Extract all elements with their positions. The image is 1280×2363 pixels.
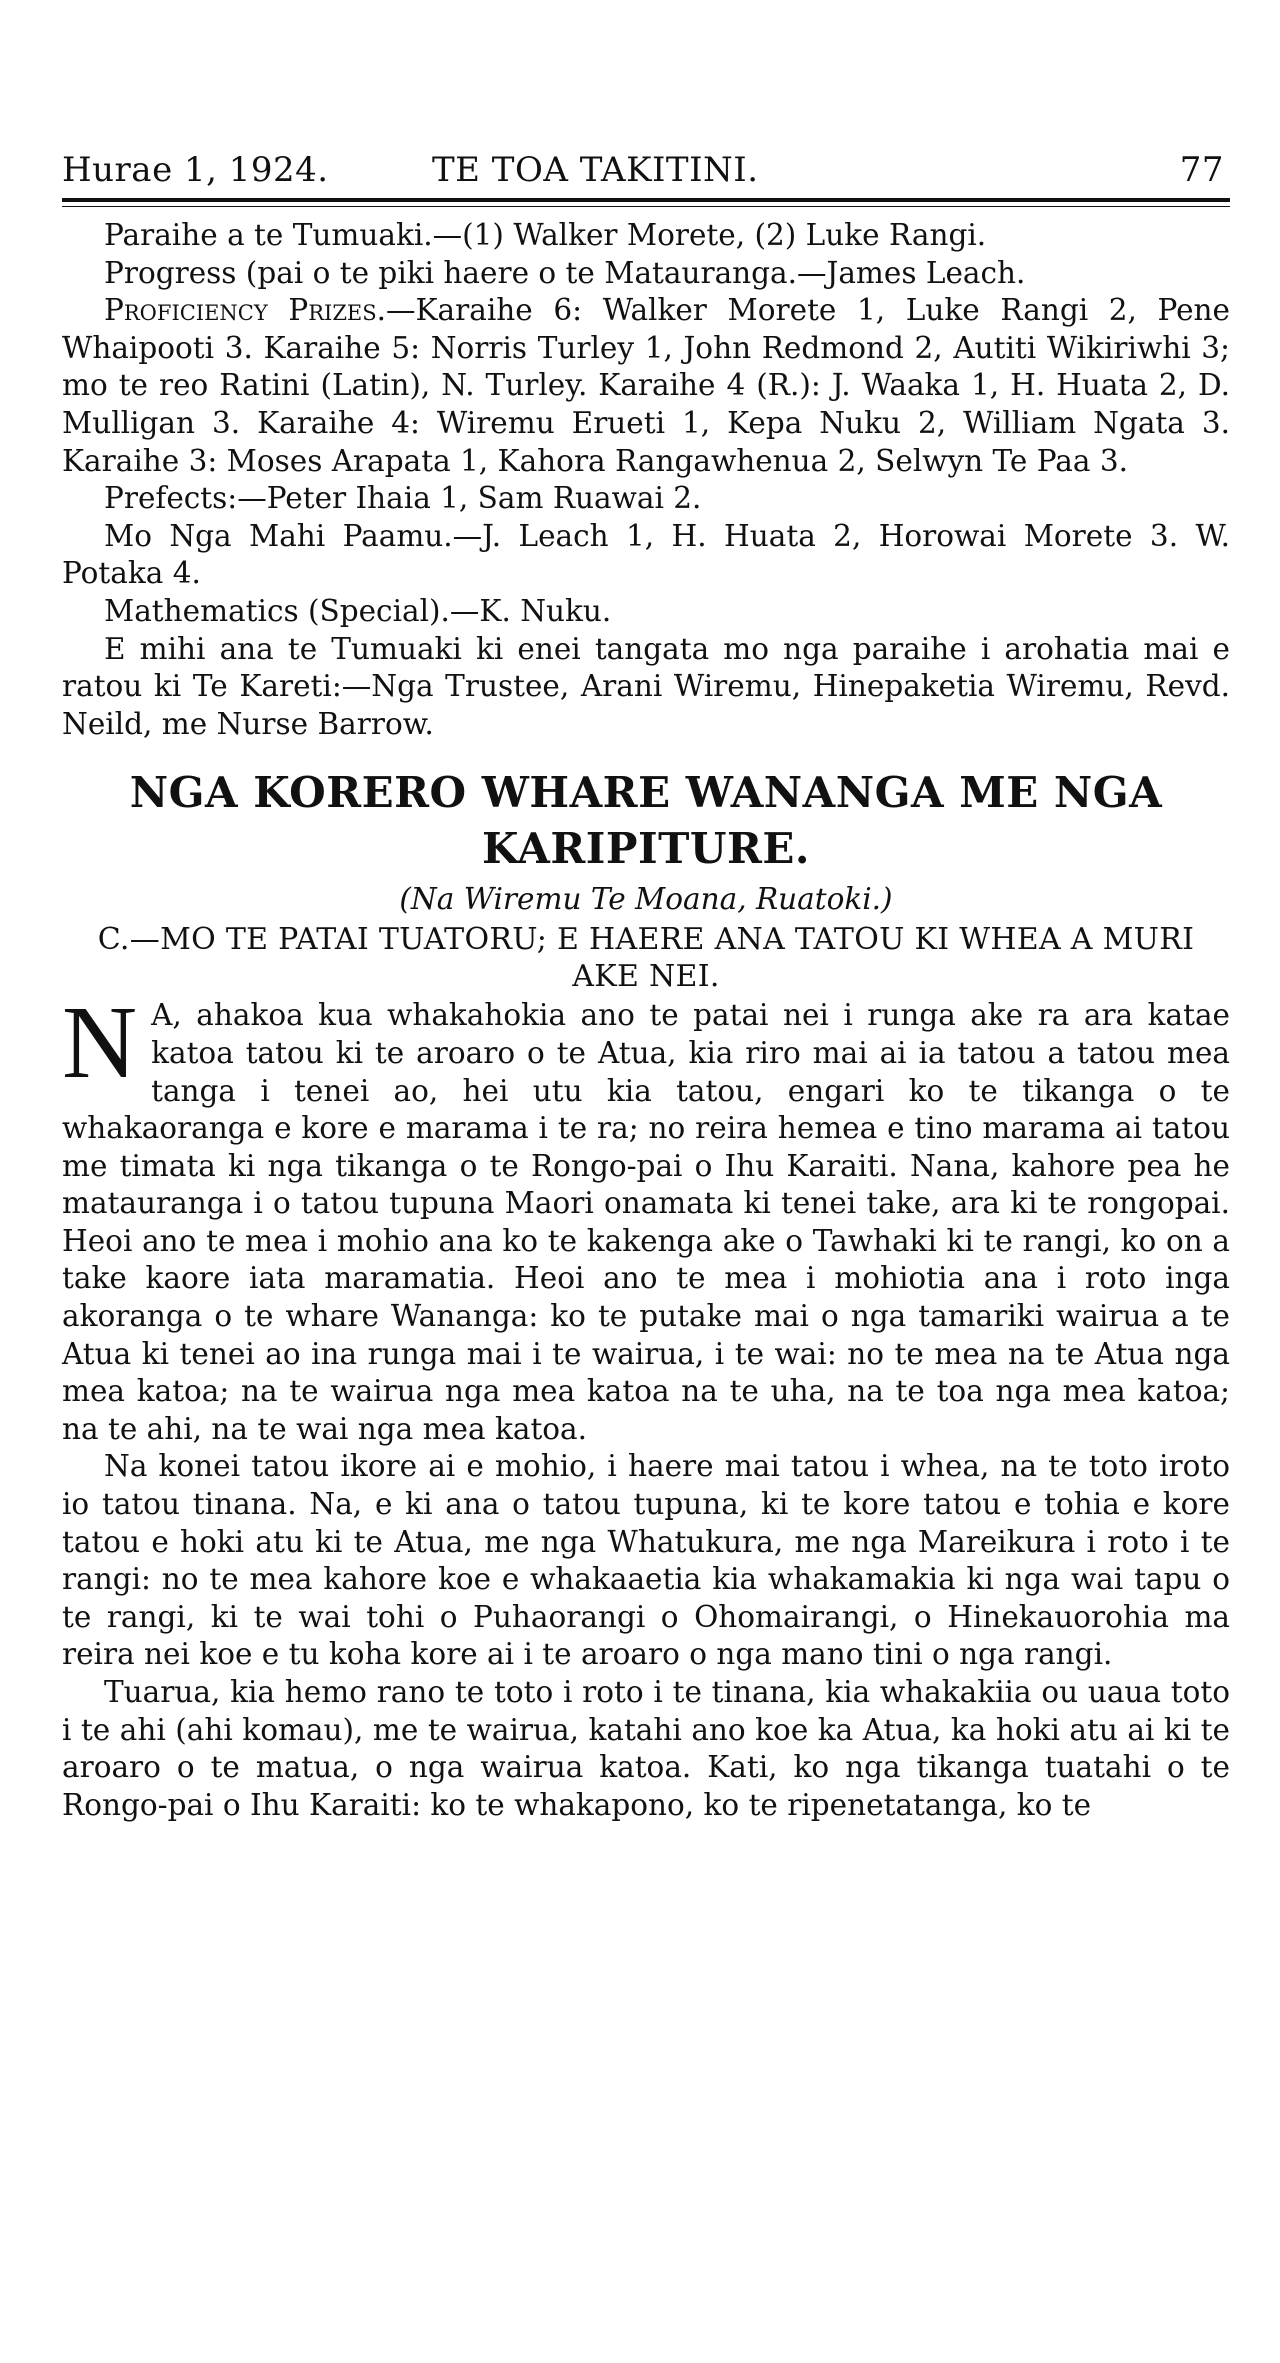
article-subheading: C.—MO TE PATAI TUATORU; E HAERE ANA TATOU KI WHEA A MURI AKE NEI.: [97, 922, 1195, 995]
article-body: [62, 985, 1230, 1824]
farm-work-prizes: Mo Nga Mahi Paamu.—J. Leach 1, H. Huata 2, Horowai Morete 3. W. Potaka 4.: [62, 518, 1230, 591]
thanks-paragraph: E mihi ana te Tumuaki ki enei tangata mo nga paraihe i arohatia mai e ratou ki Te Kareti:—Nga Trustee, Arani Wiremu, Hinepaketia Wiremu, Revd. Neild, me Nurse Barrow.: [62, 631, 1230, 741]
proficiency-text: —Karaihe 6: Walker Morete 1, Luke Rangi 2, Pene Whaipooti 3. Karaihe 5: Norris Turley 1, John Redmond 2, Autiti Wikiriwhi 3; mo te reo Ratini (Latin), N. Turley. Karaihe 4 (R.): J. Waaka 1, H. Huata 2, D. Mulligan 3. Karaihe 4: Wiremu Erueti 1, Kepa Nuku 2, William Ngata 3. Karaihe 3: Moses Arapata 1, Kahora Rangawhenua 2, Selwyn Te Paa 3.: [62, 293, 1230, 478]
journal-title: TE TOA TAKITINI.: [432, 150, 759, 190]
article-paragraph-1: [62, 985, 1230, 1448]
prize-list: [62, 217, 1230, 743]
progress-prize: Progress (pai o te piki haere o te Matauranga.—James Leach.: [104, 255, 1026, 290]
paragraph-1-text: A, ahakoa kua whakahokia ano te patai nei i runga ake ra ara katae katoa tatou ki te aroaro o te Atua, kia riro mai ai ia tatou a tatou mea tanga i tenei ao, hei utu kia tatou, engari ko te tikanga o te whakaoranga e kore e marama i te ra; no reira hemea e tino marama ai tatou me timata ki nga tikanga o te Rongo-pai o Ihu Karaiti. Nana, kahore pea he matauranga i o tatou tupuna Maori onamata ki tenei take, ara ki te rongopai. Heoi ano te mea i mohio ana ko te kakenga ake o Tawhaki ki te rangi, ko on a take kaore iata maramatia. Heoi ano te mea i mohiotia ana i roto inga akoranga o te whare Wananga: ko te putake mai o nga tamariki wairua a te Atua ki tenei ao ina runga mai i te wairua, i te wai: no te mea na te Atua nga mea katoa; na te wairua nga mea katoa na te uha, na te toa nga mea katoa; na te ahi, na te wai nga mea katoa.: [62, 998, 1230, 1446]
article-paragraph-2: Na konei tatou ikore ai e mohio, i haere mai tatou i whea, na te toto iroto io tatou tinana. Na, e ki ana o tatou tupuna, ki te kore tatou e tohia e kore tatou e hoki atu ki te Atua, me nga Whatukura, me nga Mareikura i roto i te rangi: no te mea kahore koe e whakaaetia kia whakamakia ki nga wai tapu o te rangi, ki te wai tohi o Puhaorangi o Ohomairangi, o Hinekauorohia ma reira nei koe e tu koha kore ai i te aroaro o nga mano tini o nga rangi.: [62, 1449, 1230, 1672]
journal-page: [62, 150, 1230, 1824]
mathematics-prize: Mathematics (Special).—K. Nuku.: [104, 593, 612, 628]
article-byline: (Na Wiremu Te Moana, Ruatoki.): [399, 882, 893, 917]
principal-prize: Paraihe a te Tumuaki.—(1) Walker Morete, (2) Luke Rangi.: [104, 218, 987, 252]
proficiency-prizes: [62, 292, 1230, 480]
issue-date: Hurae 1, 1924.: [62, 150, 329, 190]
header-rule-thick: [62, 198, 1230, 202]
article-title: NGA KORERO WHARE WANANGA ME NGA KARIPITURE.: [129, 768, 1163, 874]
page-number: 77: [1179, 150, 1224, 190]
drop-cap: N: [62, 985, 138, 1101]
proficiency-label: Proficiency Prizes.: [104, 293, 387, 328]
header-rule-thin: [62, 206, 1230, 207]
article-paragraph-3: Tuarua, kia hemo rano te toto i roto i te tinana, kia whakakiia ou uaua toto i te ahi (ahi komau), me te wairua, katahi ano koe ka Atua, ka hoki atu ai ki te aroaro o te matua, o nga wairua katoa. Kati, ko nga tikanga tuatahi o te Rongo-pai o Ihu Karaiti: ko te whakapono, ko te ripenetatanga, ko te: [62, 1675, 1230, 1822]
running-head: [62, 150, 1230, 190]
prefects: Prefects:—Peter Ihaia 1, Sam Ruawai 2.: [104, 481, 702, 516]
